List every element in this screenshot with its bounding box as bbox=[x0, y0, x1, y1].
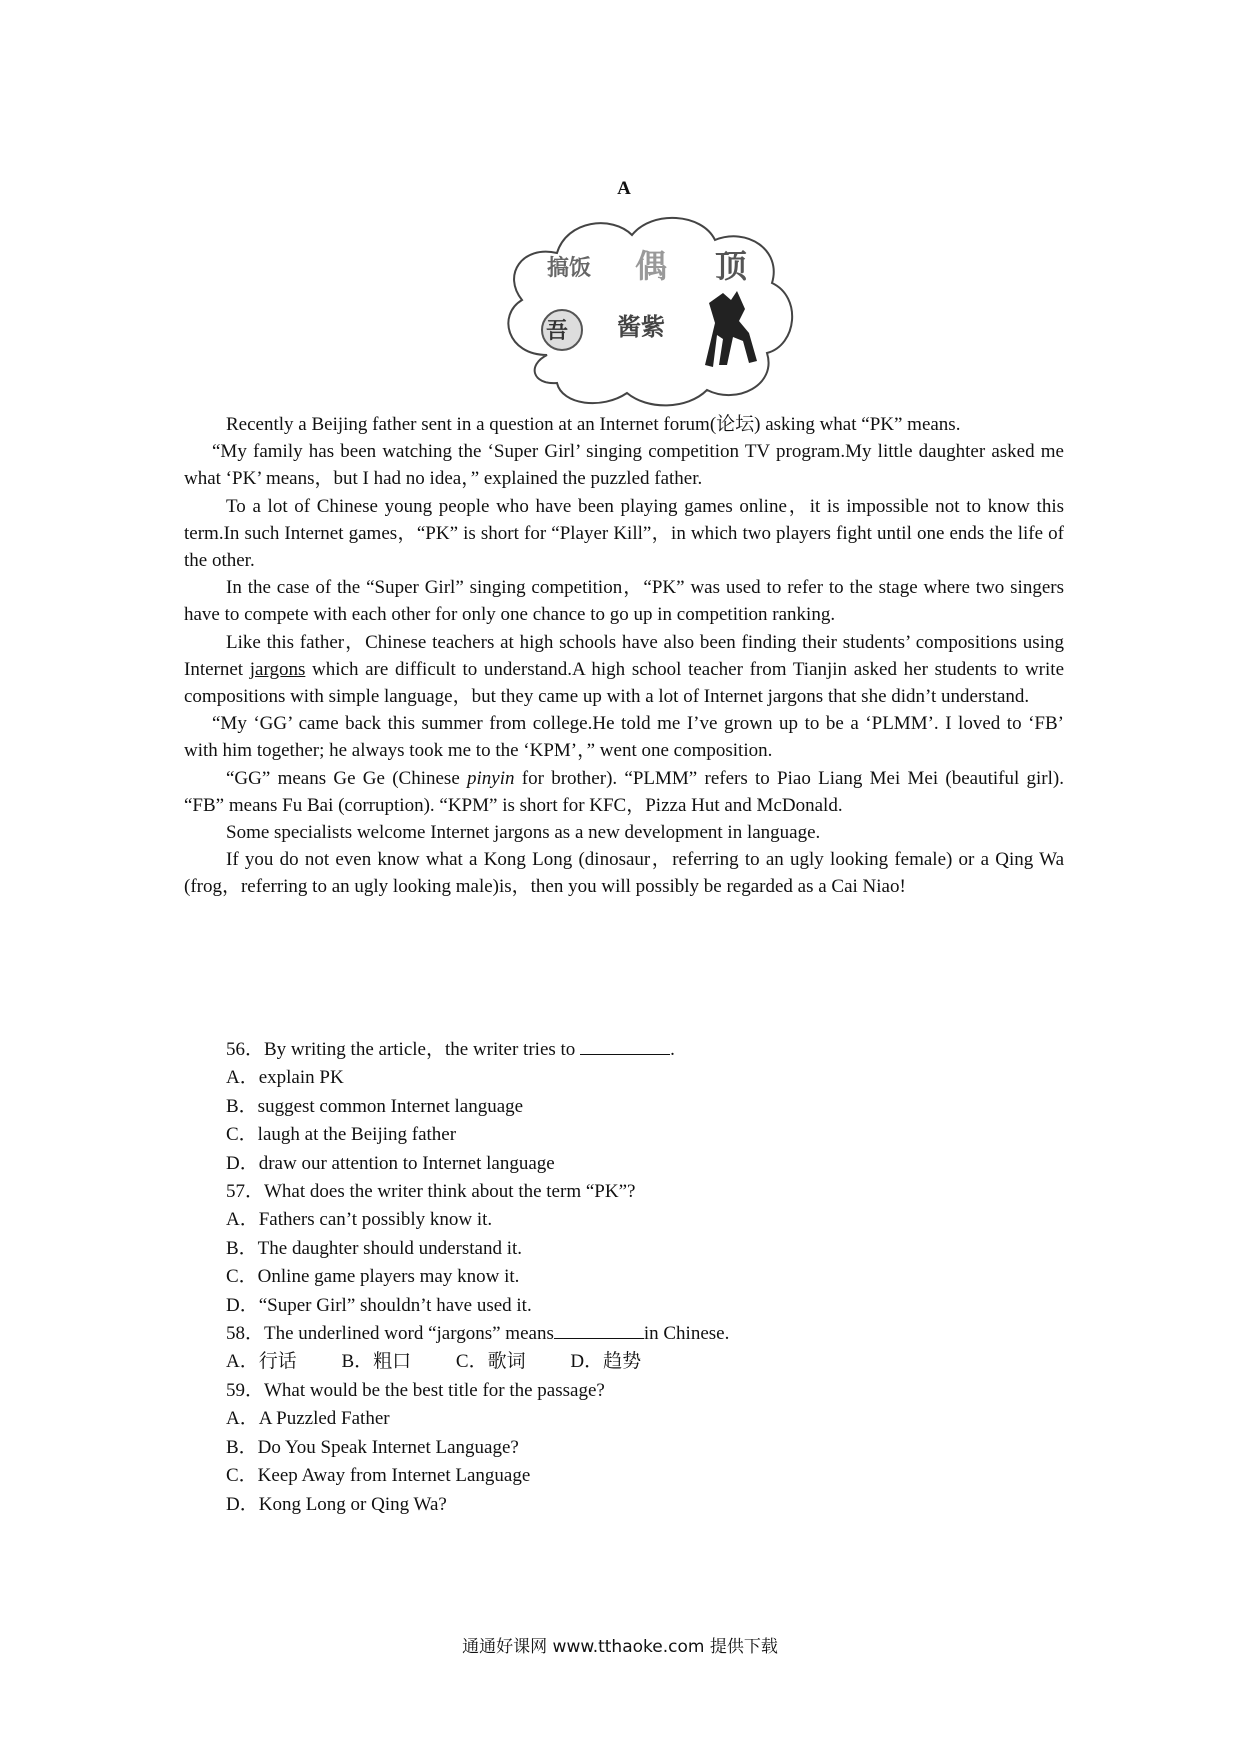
paragraph-7-text-a: “GG” means Ge Ge (Chinese bbox=[226, 767, 468, 789]
footer-credit: 通通好课网 www.tthaoke.com 提供下载 bbox=[462, 1637, 778, 1657]
option-56-c: C．laugh at the Beijing father bbox=[226, 1124, 457, 1146]
icon-text-gaofan: 搞饭 bbox=[547, 256, 592, 281]
cloud-illustration bbox=[487, 205, 807, 410]
section-letter: A bbox=[617, 178, 631, 199]
option-57-b: B．The daughter should understand it. bbox=[226, 1237, 523, 1259]
paragraph-7-text-b: for brother). “PLMM” refers to Piao Liang Mei Mei (beautiful girl). “FB” means Fu Bai (corruption). “KPM” is short for KFC，Pizza Hut and McDonald. bbox=[184, 767, 1064, 816]
paragraph-9: If you do not even know what a Kong Long (dinosaur，referring to an ugly looking female) or a Qing Wa (frog，referring to an ugly looking male)is，then you will possibly be regarded as a Cai Niao! bbox=[184, 849, 1064, 898]
icon-text-jiangzi: 酱紫 bbox=[617, 313, 665, 341]
answer-blank bbox=[580, 1038, 670, 1055]
option-57-c: C．Online game players may know it. bbox=[226, 1266, 520, 1288]
answer-blank bbox=[554, 1322, 644, 1339]
paragraph-5 bbox=[184, 629, 1064, 711]
cloud-outline bbox=[508, 218, 792, 406]
paragraph-8: Some specialists welcome Internet jargons as a new development in language. bbox=[226, 822, 821, 844]
icon-text-wu: 吾 bbox=[546, 319, 569, 344]
paragraph-7 bbox=[184, 765, 1064, 819]
icon-text-ou: 偶 bbox=[635, 247, 668, 285]
option-58-b: B．粗口 bbox=[341, 1351, 412, 1373]
option-58-a: A．行话 bbox=[226, 1351, 297, 1373]
paragraph-2: “My family has been watching the ‘Super Girl’ singing competition TV program.My little daughter asked me what ‘PK’ means，but I had no idea，” explained the puzzled father. bbox=[184, 441, 1064, 490]
cloud-svg bbox=[487, 205, 807, 410]
option-59-b: B．Do You Speak Internet Language? bbox=[226, 1436, 519, 1458]
option-57-a: A．Fathers can’t possibly know it. bbox=[226, 1209, 493, 1231]
icon-text-ding: 顶 bbox=[715, 247, 748, 285]
option-57-d: D．“Super Girl” shouldn’t have used it. bbox=[226, 1294, 532, 1316]
paragraph-5-text-b: which are difficult to understand.A high school teacher from Tianjin asked her students to write compositions with simple language，but they came up with a lot of Internet jargons that she didn’t understand. bbox=[184, 658, 1064, 708]
paragraph-5-text-a: Like this father，Chinese teachers at high schools have also been finding their students’ compositions using Internet bbox=[184, 631, 1064, 680]
paragraph-3: To a lot of Chinese young people who have been playing games online，it is impossible not to know this term.In such Internet games，“PK” is short for “Player Kill”，in which two players fight until one ends the life of the other. bbox=[184, 495, 1064, 572]
option-58-d: D．趋势 bbox=[570, 1351, 642, 1373]
italic-word-pinyin: pinyin bbox=[467, 767, 515, 789]
question-56-stem-end: . bbox=[670, 1039, 675, 1060]
option-56-b: B．suggest common Internet language bbox=[226, 1095, 524, 1117]
option-56-a: A．explain PK bbox=[226, 1067, 344, 1089]
underlined-word-jargons: jargons bbox=[249, 658, 306, 680]
question-list bbox=[226, 1036, 1066, 1519]
question-58 bbox=[226, 1320, 1066, 1348]
option-59-a: A．A Puzzled Father bbox=[226, 1408, 390, 1430]
question-56-stem: 56．By writing the article，the writer tries to bbox=[226, 1039, 581, 1060]
passage bbox=[184, 411, 1064, 901]
question-58-stem: 58．The underlined word “jargons” means bbox=[226, 1323, 554, 1345]
option-58-c: C．歌词 bbox=[455, 1351, 526, 1373]
question-58-stem-end: in Chinese. bbox=[643, 1323, 730, 1345]
option-56-d: D．draw our attention to Internet language bbox=[226, 1152, 555, 1174]
paragraph-1: Recently a Beijing father sent in a question at an Internet forum(论坛) asking what “PK” means. bbox=[226, 414, 961, 435]
option-59-c: C．Keep Away from Internet Language bbox=[226, 1465, 531, 1487]
round-seal-icon bbox=[542, 310, 582, 350]
paragraph-4: In the case of the “Super Girl” singing competition，“PK” was used to refer to the stage where two singers have to compete with each other for only one chance to go up in competition ranking. bbox=[184, 577, 1064, 626]
option-59-d: D．Kong Long or Qing Wa? bbox=[226, 1493, 447, 1515]
paragraph-6: “My ‘GG’ came back this summer from college.He told me I’ve grown up to be a ‘PLMM’. I loved to ‘FB’ with him together; he always took me to the ‘KPM’，” went one composition. bbox=[184, 713, 1064, 762]
question-56 bbox=[226, 1036, 1066, 1064]
question-57: 57．What does the writer think about the term “PK”? bbox=[226, 1181, 636, 1203]
option-row-58 bbox=[226, 1348, 1066, 1376]
question-59: 59．What would be the best title for the passage? bbox=[226, 1379, 605, 1401]
